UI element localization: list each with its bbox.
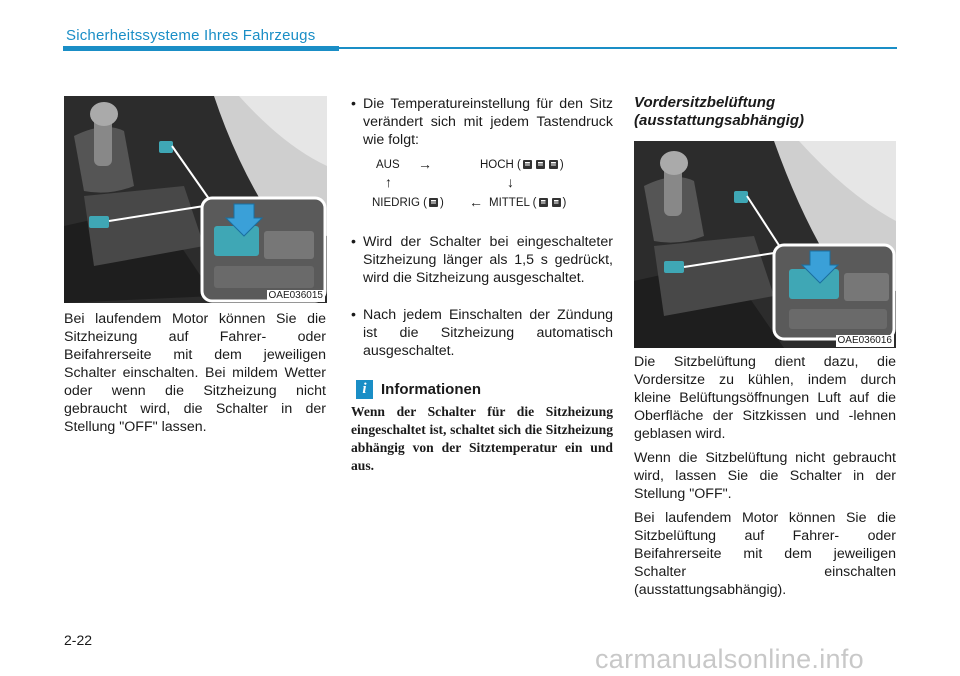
seq-close: ) <box>439 197 444 209</box>
bullet-dot: • <box>351 307 356 323</box>
arrow-left-icon: ← <box>469 194 483 210</box>
seq-niedrig <box>372 197 444 209</box>
seat-heat-level-icon <box>535 159 546 170</box>
section-title <box>634 94 896 130</box>
info-icon: i <box>356 380 373 399</box>
seq-hoch <box>480 159 564 171</box>
ventilation-paragraph: Bei laufendem Motor können Sie die Sitzbelüftung auf Fahrer- oder Beifahrerseite mit dem jeweiligen Schalter einschalten (ausstattungsabhängig). <box>634 510 896 598</box>
seat-heat-level-icon <box>548 159 559 170</box>
seq-close: ) <box>562 197 567 209</box>
bullet-dot: • <box>351 234 356 250</box>
seq-close: ) <box>559 159 564 171</box>
ventilation-paragraph: Die Sitzbelüftung dient dazu, die Vordersitze zu kühlen, indem durch kleine Belüftungsöffnungen Luft auf die Oberfläche der Sitzkissen und -lehnen geblasen wird. <box>634 354 896 442</box>
seq-hoch-label: HOCH ( <box>480 159 521 171</box>
watermark: carmanualsonline.info <box>595 644 864 674</box>
ventilation-paragraph: Wenn die Sitzbelüftung nicht gebraucht wird, lassen Sie die Schalter in der Stellung "OFF". <box>634 450 896 502</box>
section-title-line: Vordersitzbelüftung <box>634 94 776 111</box>
figure-code: OAE036015 <box>268 290 323 301</box>
bullet-text: Wird der Schalter bei eingeschalteter Sitzheizung länger als 1,5 s gedrückt, wird die Sitzheizung ausgeschaltet. <box>363 234 613 286</box>
heating-intro-text: Bei laufendem Motor können Sie die Sitzheizung auf Fahrer- oder Beifahrerseite mit dem jeweiligen Schalter einschalten. Bei mildem Wetter oder wenn die Sitzheizung nicht gebraucht wird, die Schalter in der Stellung "OFF" lassen. <box>64 311 326 435</box>
section-title-line: (ausstattungsabhängig) <box>634 112 805 129</box>
bullet-item <box>351 95 613 149</box>
page-number: 2-22 <box>64 632 93 648</box>
seat-heat-level-icon <box>551 197 562 208</box>
left-paragraph <box>64 310 326 442</box>
seat-heating-photo <box>64 96 327 303</box>
seat-heat-level-icon <box>522 159 533 170</box>
seq-mittel-label: MITTEL ( <box>489 197 537 209</box>
seq-mittel <box>489 197 566 209</box>
info-text: Wenn der Schalter für die Sitzheizung eingeschaltet ist, schaltet sich die Sitzheizung abhängig von der Sitztemperatur ein und aus. <box>351 404 613 473</box>
bullet-item <box>351 233 613 287</box>
chapter-title: Sicherheitssysteme Ihres Fahrzeugs <box>66 27 316 44</box>
seq-aus: AUS <box>376 159 400 171</box>
bullet-dot: • <box>351 96 356 112</box>
info-label: Informationen <box>381 381 481 398</box>
seq-niedrig-label: NIEDRIG ( <box>372 197 427 209</box>
header-rule <box>63 46 339 51</box>
bullet-text: Nach jedem Einschalten der Zündung ist die Sitzheizung automatisch ausgeschaltet. <box>363 307 613 359</box>
seat-heat-level-icon <box>428 197 439 208</box>
right-paragraphs <box>634 353 896 605</box>
arrow-right-icon: → <box>418 156 432 172</box>
arrow-up-icon: ↑ <box>385 174 392 190</box>
seat-heat-level-icon <box>538 197 549 208</box>
arrow-down-icon: ↓ <box>507 174 514 190</box>
bullet-text: Die Temperatureinstellung für den Sitz verändert sich mit jedem Tastendruck wie folgt: <box>363 96 613 148</box>
header-rule-line <box>339 47 897 49</box>
bullet-item <box>351 306 613 360</box>
seat-ventilation-photo <box>634 141 896 348</box>
figure-code: OAE036016 <box>837 335 892 346</box>
